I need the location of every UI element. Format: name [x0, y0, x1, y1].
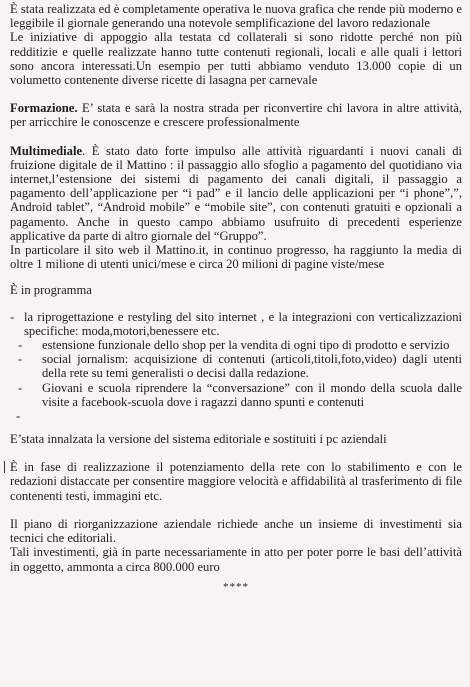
multimediale-paragraph — [10, 144, 462, 272]
list-dash: - — [18, 338, 23, 353]
multimediale-heading: Multimediale — [10, 143, 83, 158]
formazione-paragraph — [10, 101, 462, 129]
formazione-text: E’ stata e sarà la nostra strada per riconvertire chi lavora in altre attività, per arricchire le conoscenze e crescere professionalmente — [10, 101, 462, 130]
piano-text: Il piano di riorganizzazione aziendale richiede anche un insieme di investimenti sia tecnici che editoriali. — [10, 516, 462, 546]
programma-heading: È in programma — [10, 283, 92, 298]
list-item — [10, 338, 462, 352]
list-item-empty — [10, 409, 462, 423]
editoriale-paragraph: E’stata innalzata la versione del sistema editoriale e sostituiti i pc aziendali — [10, 432, 387, 447]
list-item — [10, 381, 462, 409]
list-item-text: Giovani e scuola riprendere la “conversazione” con il mondo della scuola dalle visite a facebook-scuola dove i ragazzi danno spunti e contenuti — [42, 380, 462, 409]
end-stars: **** — [223, 580, 249, 593]
multimediale-text: . È stato dato forte impulso alle attività riguardanti i nuovi canali di fruizione digitale de il Mattino : il passaggio allo sfoglio a pagamento del quotidiano via internet,l’estensione dei sistemi di pagamento dei canali digitali, il passaggio a pagamento dell’applicazione per “i pad” e il lancio delle applicazioni per “i phone”,”, Android tablet”, “Android mobile” e “mobile site”, con contenuti gratuiti e opzionali a pagamento. Anche in questo campo abbiamo usufruito di precedenti esperienze applicative da parte di altro giornale del “Gruppo”. — [10, 143, 462, 243]
list-dash: - — [16, 409, 21, 424]
rete-block — [10, 460, 462, 503]
list-dash: - — [18, 380, 23, 395]
list-item-text: social jornalism: acquisizione di contenuti (articoli,titoli,foto,video) dagli utenti della rete su temi generalisti o decisi dalla redazione. — [42, 352, 462, 381]
list-dash: - — [10, 309, 15, 324]
list-item-text: estensione funzionale dello shop per la vendita di ogni tipo di prodotto e servizio — [42, 338, 450, 353]
investimenti-text: Tali investimenti, già in parte necessariamente in atto per poter porre le basi dell’attività in oggetto, ammonta a circa 800.000 euro — [10, 545, 462, 574]
list-item — [10, 310, 462, 338]
programma-list — [10, 310, 462, 423]
list-item — [10, 352, 462, 380]
intro-text-1: È stata realizzata ed è completamente operativa le nuova grafica che rende più moderno e leggibile il giornale generando una notevole semplificazione del lavoro redazionale — [10, 2, 462, 31]
formazione-heading: Formazione. — [10, 101, 78, 116]
intro-paragraph — [10, 2, 462, 87]
rete-paragraph: È in fase di realizzazione il potenziamento della rete con lo stabilimento e con le redazioni distaccate per consentire maggiore velocità e affidabilità al trasferimento di file contenenti testi, immagini etc. — [10, 460, 462, 503]
margin-mark — [4, 461, 5, 473]
web-stats-text: In particolare il sito web il Mattino.it, in continuo progresso, ha raggiunto la media di oltre 1 milione di utenti unici/mese e circa 20 milioni di pagine viste/mese — [10, 243, 462, 272]
intro-text-2: Le iniziative di appoggio alla testata cd collaterali si sono ridotte perché non più redditizie e quelle realizzate hanno tutte contenuti regionali, locali e alle quali i lettori sono ancora interessati.Un esempio per tutti abbiamo venduto 13.000 copie di un volumetto contenente diverse ricette di lasagna per carnevale — [10, 30, 462, 88]
piano-paragraph — [10, 517, 462, 574]
list-item-text: la riprogettazione e restyling del sito internet , e la integrazioni con verticalizzazioni specifiche: moda,motori,benessere etc. — [24, 309, 462, 338]
list-dash: - — [18, 352, 23, 367]
